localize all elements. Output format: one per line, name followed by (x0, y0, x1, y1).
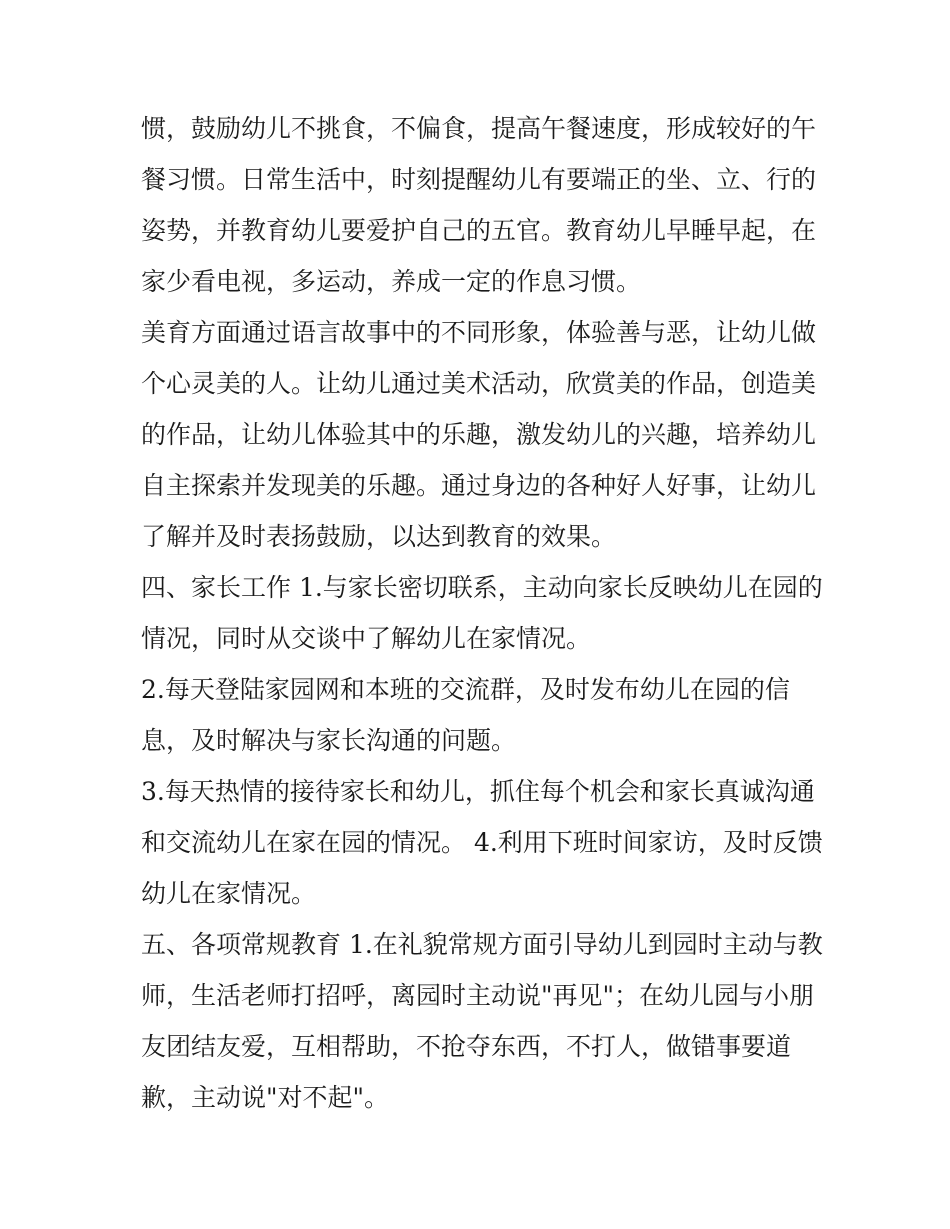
text-line: 歉，主动说"对不起"。 (141, 1083, 389, 1112)
text-line: 3.每天热情的接待家长和幼儿，抓住每个机会和家长真诚沟通 (141, 777, 815, 806)
text-line: 2.每天登陆家园网和本班的交流群，及时发布幼儿在园的信 (141, 675, 790, 704)
text-line: 餐习惯。日常生活中，时刻提醒幼儿有要端正的坐、立、行的 (141, 165, 817, 194)
body-text (141, 103, 821, 1123)
text-line: 五、各项常规教育 1.在礼貌常规方面引导幼儿到园时主动与教 (141, 930, 823, 959)
text-line: 的作品，让幼儿体验其中的乐趣，激发幼儿的兴趣，培养幼儿 (141, 420, 817, 449)
text-line: 四、家长工作 1.与家长密切联系，主动向家长反映幼儿在园的 (141, 573, 823, 602)
text-line: 自主探索并发现美的乐趣。通过身边的各种好人好事，让幼儿 (141, 471, 817, 500)
text-line: 姿势，并教育幼儿要爱护自己的五官。教育幼儿早睡早起，在 (141, 216, 817, 245)
text-line: 息，及时解决与家长沟通的问题。 (141, 726, 517, 755)
text-line: 幼儿在家情况。 (141, 879, 317, 908)
text-line: 和交流幼儿在家在园的情况。 4.利用下班时间家访，及时反馈 (141, 828, 823, 857)
text-line: 师，生活老师打招呼，离园时主动说"再见"；在幼儿园与小朋 (141, 981, 815, 1010)
text-line: 美育方面通过语言故事中的不同形象，体验善与恶，让幼儿做 (141, 318, 817, 347)
text-line: 家少看电视，多运动，养成一定的作息习惯。 (141, 267, 642, 296)
text-line: 惯，鼓励幼儿不挑食，不偏食，提高午餐速度，形成较好的午 (141, 114, 817, 143)
text-line: 个心灵美的人。让幼儿通过美术活动，欣赏美的作品，创造美 (141, 369, 817, 398)
text-line: 了解并及时表扬鼓励，以达到教育的效果。 (141, 522, 617, 551)
text-line: 情况，同时从交谈中了解幼儿在家情况。 (141, 624, 592, 653)
text-line: 友团结友爱，互相帮助，不抢夺东西，不打人，做错事要道 (141, 1032, 792, 1061)
